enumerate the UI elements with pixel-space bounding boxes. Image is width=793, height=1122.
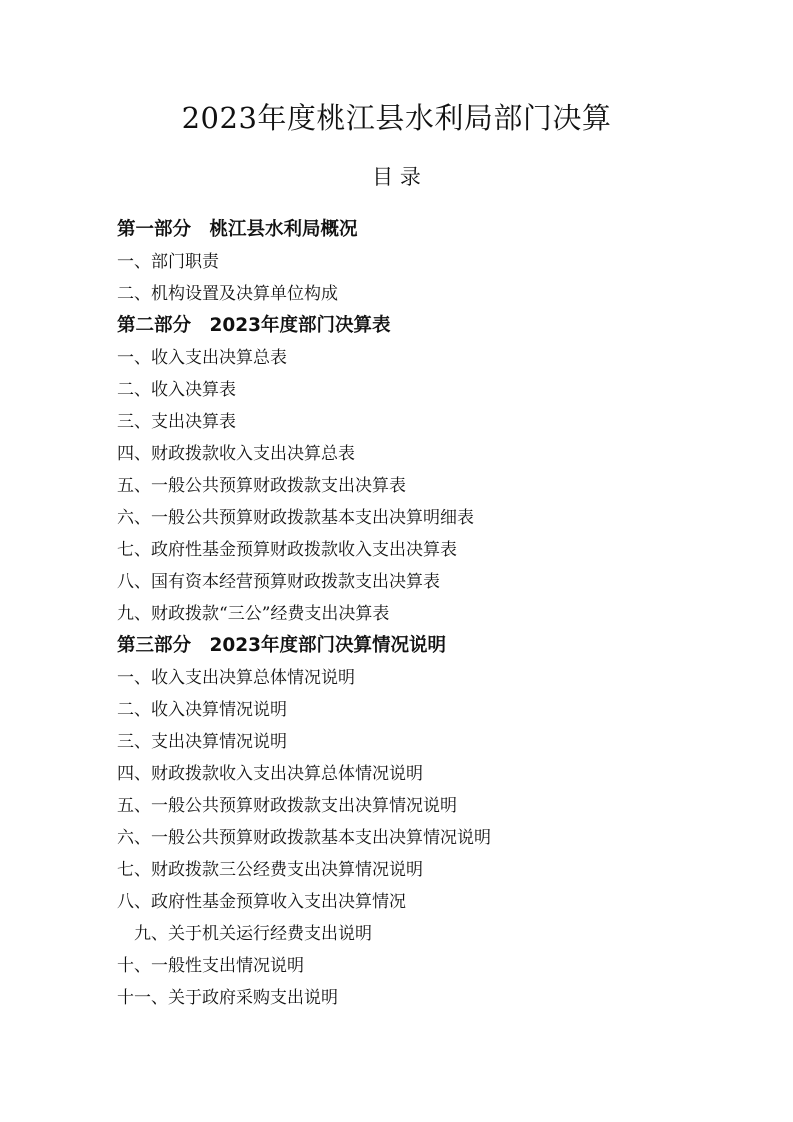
toc-item: 十、一般性支出情况说明 [117, 956, 304, 976]
toc-item: 一、收入支出决算总表 [117, 348, 287, 368]
toc-part-heading: 第三部分 2023年度部门决算情况说明 [117, 635, 446, 656]
toc-part-heading: 第一部分 桃江县水利局概况 [117, 219, 358, 240]
table-of-contents [117, 214, 757, 1014]
toc-item: 十一、关于政府采购支出说明 [117, 988, 338, 1008]
toc-item: 八、政府性基金预算收入支出决算情况 [117, 892, 406, 912]
toc-item: 二、收入决算情况说明 [117, 700, 287, 720]
toc-part-heading: 第二部分 2023年度部门决算表 [117, 315, 391, 336]
toc-item: 七、政府性基金预算财政拨款收入支出决算表 [117, 540, 457, 560]
toc-item: 四、财政拨款收入支出决算总体情况说明 [117, 764, 423, 784]
toc-item: 九、财政拨款“三公”经费支出决算表 [117, 604, 390, 624]
toc-item: 三、支出决算表 [117, 412, 236, 432]
toc-item: 五、一般公共预算财政拨款支出决算表 [117, 476, 406, 496]
toc-item: 一、收入支出决算总体情况说明 [117, 668, 355, 688]
toc-item: 九、关于机关运行经费支出说明 [134, 924, 372, 944]
toc-item: 一、部门职责 [117, 252, 219, 272]
toc-item: 三、支出决算情况说明 [117, 732, 287, 752]
toc-item: 七、财政拨款三公经费支出决算情况说明 [117, 860, 423, 880]
toc-item: 五、一般公共预算财政拨款支出决算情况说明 [117, 796, 457, 816]
toc-item: 六、一般公共预算财政拨款基本支出决算情况说明 [117, 828, 491, 848]
toc-item: 二、机构设置及决算单位构成 [117, 284, 338, 304]
toc-item: 八、国有资本经营预算财政拨款支出决算表 [117, 572, 440, 592]
toc-heading: 目 录 [372, 165, 421, 189]
toc-item: 四、财政拨款收入支出决算总表 [117, 444, 355, 464]
document-title: 2023年度桃江县水利局部门决算 [181, 101, 612, 135]
toc-item: 六、一般公共预算财政拨款基本支出决算明细表 [117, 508, 474, 528]
toc-item: 二、收入决算表 [117, 380, 236, 400]
